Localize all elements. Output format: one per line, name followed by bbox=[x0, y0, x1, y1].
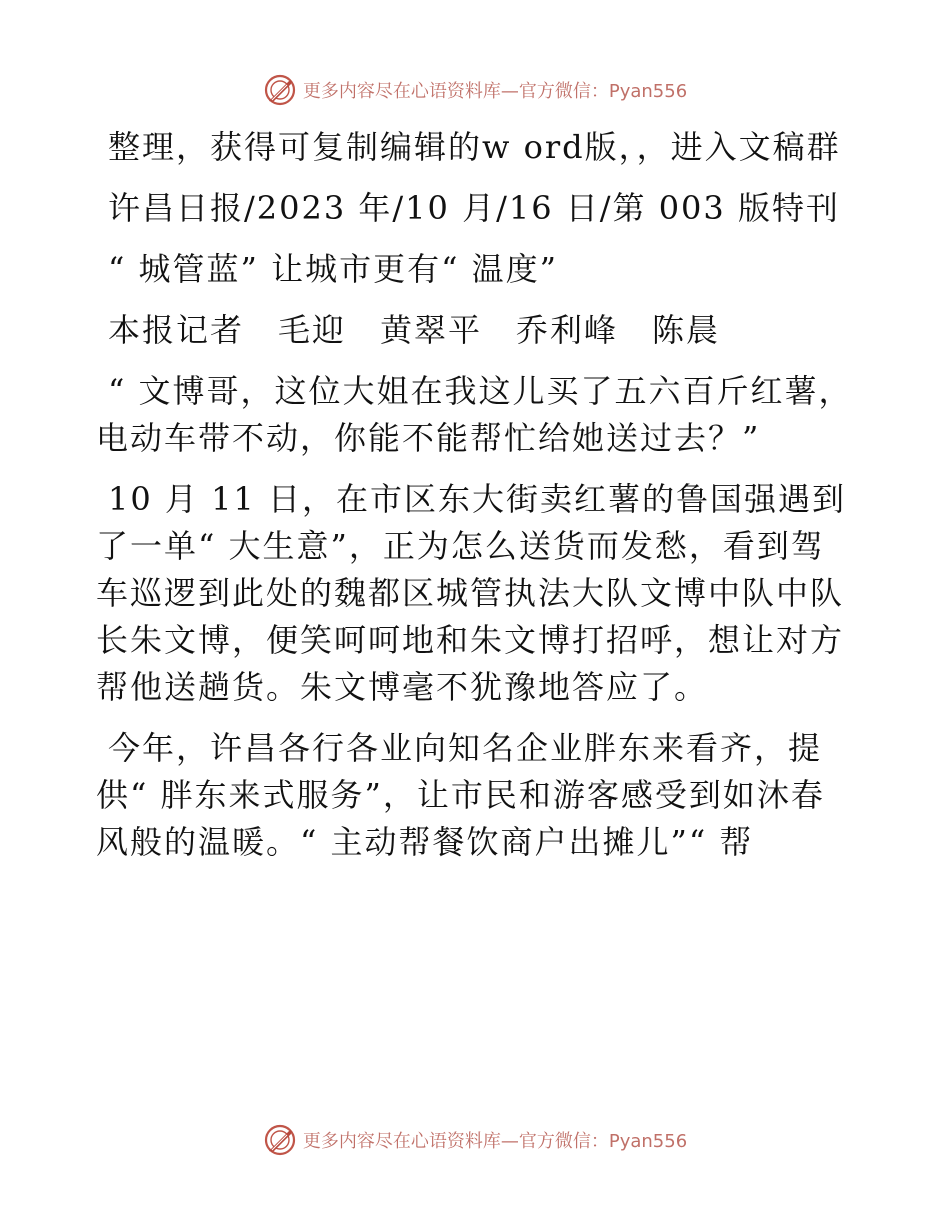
quill-logo-icon bbox=[263, 1123, 297, 1157]
quill-logo-icon bbox=[263, 73, 297, 107]
paragraph-quote: “ 文博哥，这位大姐在我这儿买了五六百斤红薯，电动车带不动，你能不能帮忙给她送过去？” bbox=[96, 372, 853, 457]
intro-note: 整理，获得可复制编辑的w ord版，，进入文稿群 bbox=[108, 128, 841, 166]
article-title: “ 城管蓝” 让城市更有“ 温度” bbox=[108, 250, 558, 288]
document-body bbox=[96, 124, 856, 880]
byline: 本报记者 毛迎 黄翠平 乔利峰 陈晨 bbox=[108, 311, 721, 349]
paragraph-context: 今年，许昌各行各业向知名企业胖东来看齐，提供“ 胖东来式服务”，让市民和游客感受到如沐春风般的温暖。“ 主动帮餐饮商户出摊儿”“ 帮 bbox=[96, 729, 825, 861]
header-watermark bbox=[0, 70, 950, 110]
paragraph-story: 10 月 11 日，在市区东大街卖红薯的鲁国强遇到了一单“ 大生意”，正为怎么送货而发愁，看到驾车巡逻到此处的魏都区城管执法大队文博中队中队长朱文博，便笑呵呵地和朱文博打招呼，想让对方帮他送趟货。朱文博毫不犹豫地答应了。 bbox=[96, 480, 846, 706]
watermark-text: 更多内容尽在心语资料库—官方微信：Pyan556 bbox=[302, 81, 688, 102]
watermark-text: 更多内容尽在心语资料库—官方微信：Pyan556 bbox=[302, 1131, 688, 1152]
footer-watermark bbox=[0, 1120, 950, 1160]
publication-line: 许昌日报/2023 年/10 月/16 日/第 003 版特刊 bbox=[108, 189, 840, 227]
